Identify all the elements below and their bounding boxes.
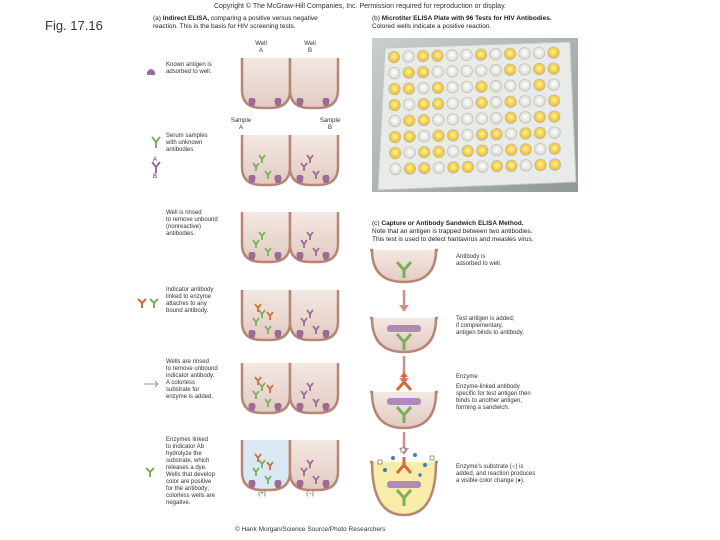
panel-a-well-r5-b bbox=[290, 363, 338, 413]
panel-a-step-2-label: Serum samples with unknown antibodies bbox=[166, 133, 208, 153]
well-b-label: Well B bbox=[304, 41, 316, 54]
figure-label: Fig. 17.16 bbox=[45, 18, 103, 33]
panel-a-well-r4-b bbox=[290, 290, 338, 340]
panel-c-step-3-label: Enzyme-linked antibody specific for test antigen then binds to another antigen, forming a sandwich. bbox=[456, 384, 531, 411]
antibody-b-marker: B bbox=[153, 174, 158, 180]
panel-a-step-4-label: Indicator antibody linked to enzyme attaches to any bound antibody. bbox=[166, 287, 214, 314]
panel-b-title: Microtiter ELISA Plate with 96 Tests for HIV Antibodies. bbox=[381, 15, 552, 22]
panel-a-well-r5-a bbox=[242, 363, 290, 413]
panel-c-step-2-label: Test antigen is added; if complementary, antigen binds to antibody. bbox=[456, 316, 524, 336]
enzyme-label: Enzyme bbox=[456, 374, 478, 380]
panel-a-well-r1-a bbox=[242, 58, 290, 108]
panel-c-step-1-label: Antibody is adsorbed to well. bbox=[456, 254, 502, 267]
result-positive: (+) bbox=[258, 491, 266, 497]
panel-a-step-1-label: Known antigen is adsorbed to well. bbox=[166, 62, 212, 75]
panel-c-title: Capture or Antibody Sandwich ELISA Method. bbox=[381, 220, 524, 227]
panel-c-well-4 bbox=[370, 462, 438, 515]
panel-b-letter: (b) bbox=[372, 15, 380, 22]
antibody-a-legend-icon bbox=[152, 137, 160, 148]
panel-a-well-r3-b bbox=[290, 212, 338, 262]
panel-a-well-r6-b bbox=[290, 440, 338, 490]
panel-a-title: Indirect ELISA, bbox=[162, 15, 209, 22]
panel-a-well-r2-b bbox=[290, 135, 338, 185]
indicator-antibody-legend-icon bbox=[138, 299, 158, 308]
panel-a-step-5-label: Wells are rinsed to remove unbound indicator antibody. A colorless substrate for enzyme is added. bbox=[166, 359, 218, 400]
panel-a-well-r6-a bbox=[242, 440, 290, 490]
panel-b-subtitle: Colored wells indicate a positive reaction. bbox=[372, 23, 492, 30]
sample-a-label: Sample A bbox=[230, 118, 252, 131]
panel-c-subtitle-1: Note that an antigen is trapped between two antibodies. bbox=[372, 228, 533, 235]
sample-b-label: Sample B bbox=[319, 118, 341, 131]
substrate-arrow-icon bbox=[144, 381, 158, 387]
antigen-legend-icon bbox=[147, 69, 155, 75]
panel-a-step-6-label: Enzymes linked to indicator Ab hydrolyze the substrate, which releases a dye. Wells that develop color are positive for the antibody; colorless wells are negative. bbox=[166, 437, 216, 506]
dye-legend-icon bbox=[146, 468, 154, 477]
panel-c-subtitle-2: This test is used to detect hantavirus and measles virus. bbox=[372, 236, 534, 243]
copyright-notice: Copyright © The McGraw-Hill Companies, Inc. Permission required for reproduction or display. bbox=[213, 3, 506, 10]
panel-a-well-r2-a bbox=[242, 135, 290, 185]
panel-a-well-r4-a bbox=[242, 290, 290, 340]
result-negative: (−) bbox=[306, 491, 314, 497]
panel-a-wells bbox=[242, 58, 338, 490]
microtiter-plate-photo bbox=[372, 38, 578, 192]
panel-a-well-r1-b bbox=[290, 58, 338, 108]
panel-a-subtitle-1: comparing a positive versus negative bbox=[210, 15, 318, 22]
panel-a-letter: (a) bbox=[153, 15, 161, 22]
panel-c-step-4-label: Enzyme's substrate (○) is added, and reaction produces a visible color change (●). bbox=[456, 464, 536, 484]
well-a-label: Well A bbox=[255, 41, 267, 54]
panel-a-subtitle-2: reaction. This is the basis for HIV screening tests. bbox=[153, 23, 296, 30]
panel-c-letter: (c) bbox=[372, 220, 380, 227]
panel-a-well-r3-a bbox=[242, 212, 290, 262]
antibody-b-legend-icon bbox=[152, 162, 160, 173]
photo-credit: © Hank Morgan/Science Source/Photo Researchers bbox=[235, 526, 386, 533]
antibody-a-marker: A bbox=[153, 157, 158, 163]
panel-a-step-3-label: Well is rinsed to remove unbound (nonreactive) antibodies. bbox=[166, 210, 218, 237]
